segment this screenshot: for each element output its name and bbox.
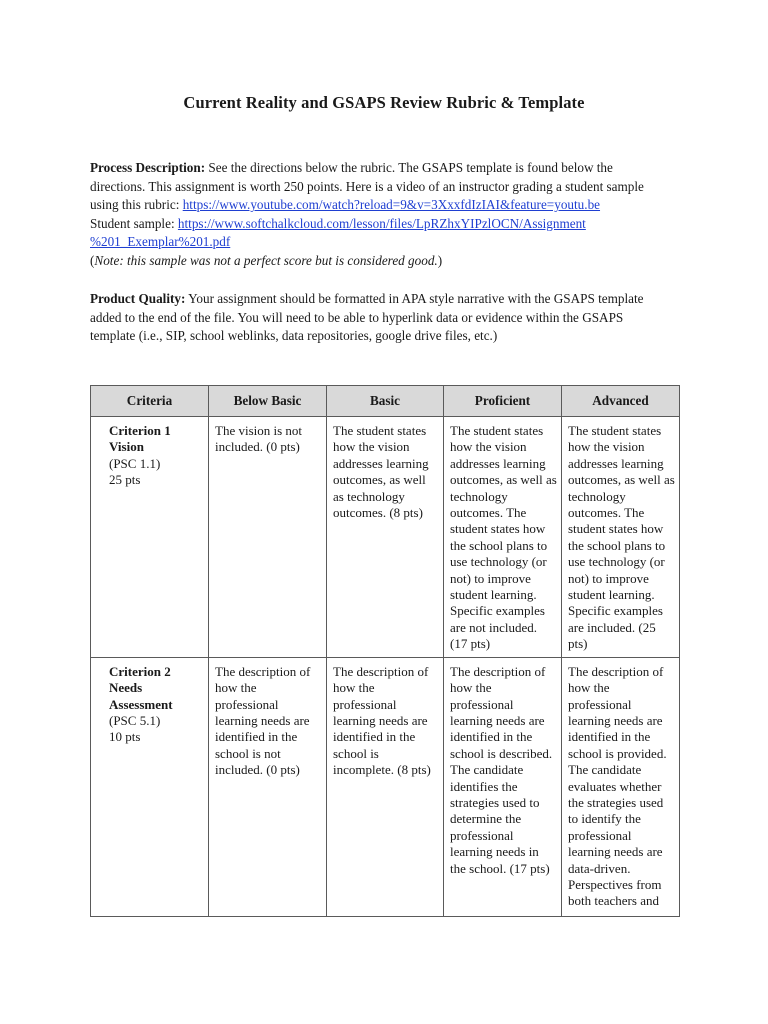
process-line-2: directions. This assignment is worth 250 points. Here is a video of an instructor grading a student sample xyxy=(90,178,644,194)
process-label: Process Description: xyxy=(90,160,206,175)
rubric-table xyxy=(90,385,680,917)
student-sample-link-continued[interactable]: %201_Exemplar%201.pdf xyxy=(90,234,231,250)
process-description xyxy=(90,159,690,271)
product-quality xyxy=(90,290,690,346)
sample-line-1: Student sample: https://www.softchalkcloud.com/lesson/files/LpRZhxYIPzlOCN/Assignment xyxy=(90,215,586,231)
quality-label: Product Quality: xyxy=(90,291,186,306)
cell-advanced: The description of how the professional learning needs are identified in the school is provided. The candidate evaluates whether the strategies used to identify the professional learning needs are data-driven. Perspectives from both teachers and xyxy=(562,657,680,916)
sample-note: (Note: this sample was not a perfect score but is considered good.) xyxy=(90,252,443,268)
process-line-3: using this rubric: https://www.youtube.com/watch?reload=9&v=3XxxfdIzIAI&feature=youtu.be xyxy=(90,197,601,213)
criterion-name: Criterion 1 Vision xyxy=(109,423,171,455)
cell-advanced: The student states how the vision addresses learning outcomes, as well as technology outcomes. The student states how the school plans to use technology (or not) to improve student learning. Specific examples are included. (25 pts) xyxy=(562,417,680,658)
cell-below-basic: The description of how the professional learning needs are identified in the school is not included. (0 pts) xyxy=(209,657,327,916)
cell-below-basic: The vision is not included. (0 pts) xyxy=(209,417,327,658)
header-criteria: Criteria xyxy=(91,386,209,417)
criterion-psc: (PSC 1.1) xyxy=(109,455,161,471)
header-proficient: Proficient xyxy=(444,386,562,417)
process-line-1: Process Description: See the directions below the rubric. The GSAPS template is found below the xyxy=(90,160,613,175)
criterion-points: 25 pts xyxy=(109,472,141,488)
criterion-cell xyxy=(91,657,209,916)
header-basic: Basic xyxy=(327,386,444,417)
student-sample-link[interactable]: https://www.softchalkcloud.com/lesson/files/LpRZhxYIPzlOCN/Assignment xyxy=(177,215,586,231)
criterion-psc: (PSC 5.1) xyxy=(109,712,161,728)
cell-proficient: The student states how the vision addresses learning outcomes, as well as technology outcomes. The student states how the school plans to use technology (or not) to improve student learning. Specific examples are not included. (17 pts) xyxy=(444,417,562,658)
rubric-header-row xyxy=(91,386,680,417)
header-advanced: Advanced xyxy=(562,386,680,417)
document-title: Current Reality and GSAPS Review Rubric & Template xyxy=(183,93,585,112)
header-below-basic: Below Basic xyxy=(209,386,327,417)
cell-proficient: The description of how the professional learning needs are identified in the school is described. The candidate identifies the strategies used to determine the professional learning needs in the school. (17 pts) xyxy=(444,657,562,916)
quality-line-2: added to the end of the file. You will need to be able to hyperlink data or evidence within the GSAPS xyxy=(90,309,624,325)
video-link[interactable]: https://www.youtube.com/watch?reload=9&v=3XxxfdIzIAI&feature=youtu.be xyxy=(182,197,601,213)
cell-basic: The student states how the vision addresses learning outcomes, as well as technology outcomes. (8 pts) xyxy=(327,417,444,658)
quality-line-3: template (i.e., SIP, school weblinks, data repositories, google drive files, etc.) xyxy=(90,328,498,344)
quality-line-1: Product Quality: Your assignment should be formatted in APA style narrative with the GSAPS template xyxy=(90,291,644,306)
criterion-cell xyxy=(91,417,209,658)
rubric-row-vision xyxy=(91,417,680,658)
rubric-row-needs-assessment xyxy=(91,657,680,916)
criterion-points: 10 pts xyxy=(109,729,141,745)
sample-line-2 xyxy=(90,233,690,252)
cell-basic: The description of how the professional learning needs are identified in the school is incomplete. (8 pts) xyxy=(327,657,444,916)
criterion-name: Criterion 2 Needs Assessment xyxy=(109,663,173,712)
